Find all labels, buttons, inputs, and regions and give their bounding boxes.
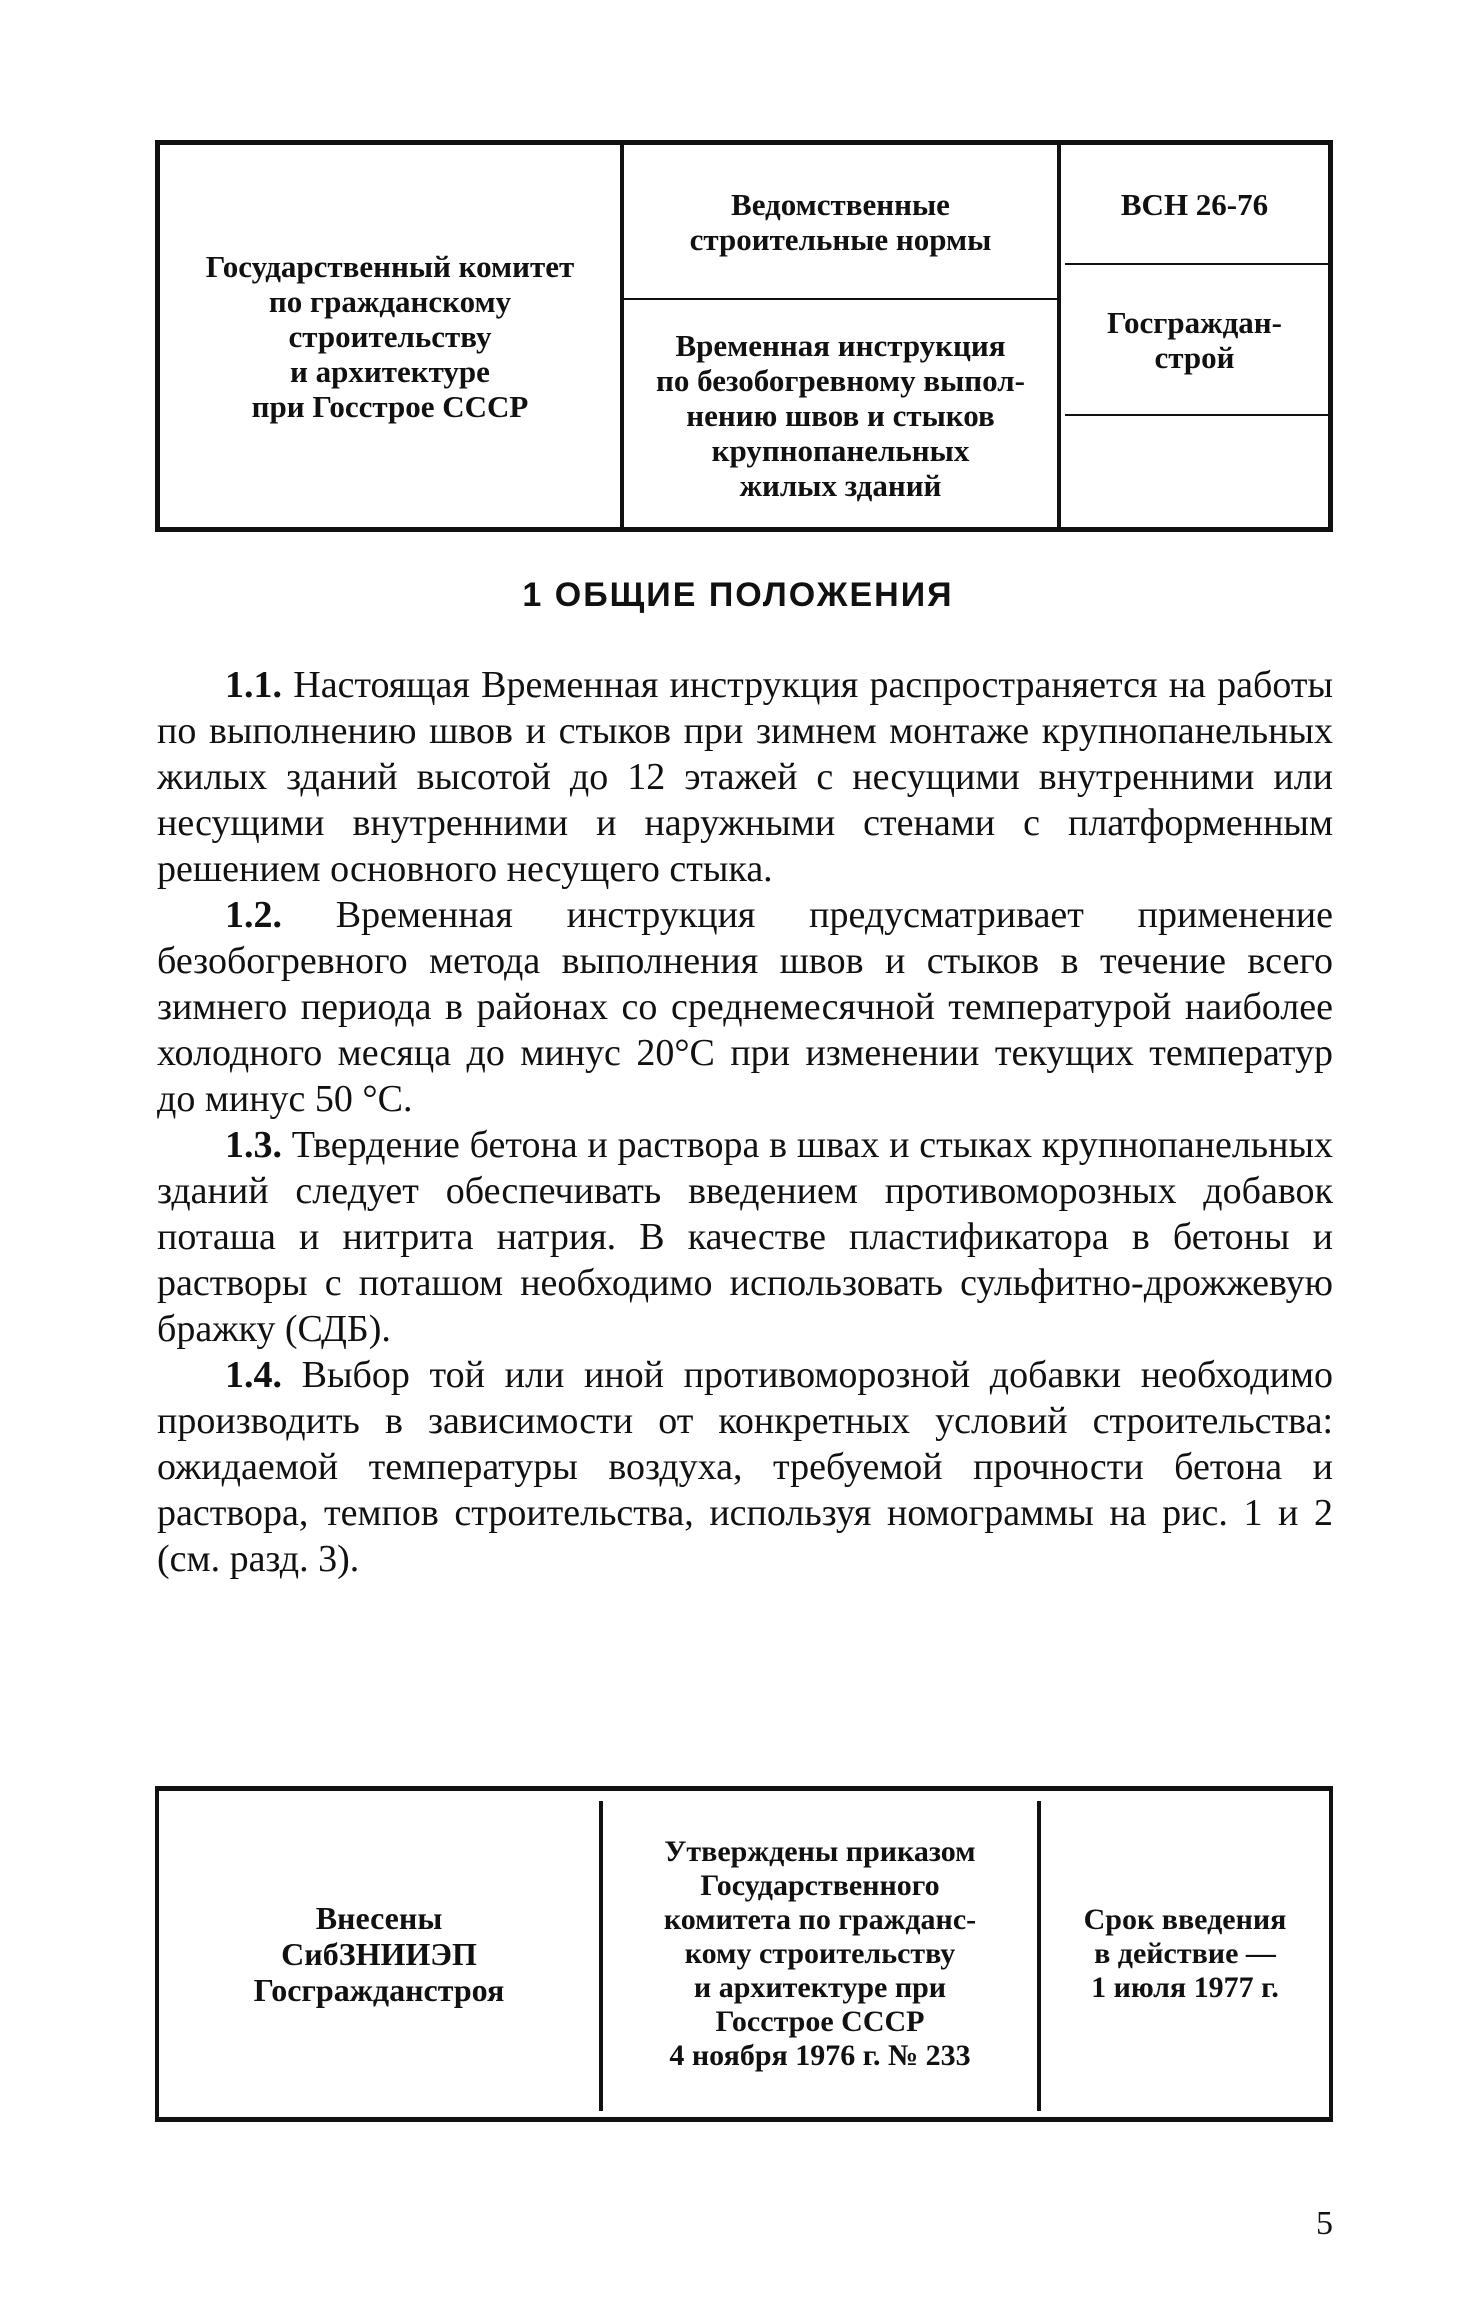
paragraph-text: Временная инструкция предусматривает применение безобогревного метода выполнения швов и стыков в течение всего зимнего периода в районах со среднемесячной температурой наиболее холодного месяца до минус 20°С при изменении текущих температур до минус 50 °С. [157,894,1333,1120]
paragraph-text: Настоящая Временная инструкция распространяется на работы по выполнению швов и стыков при зимнем монтаже крупнопанельных жилых зданий высотой до 12 этажей с несущими внутренними или несущими внутренними и наружными стенами с платформенным решением основного несущего стыка. [157,664,1333,890]
paragraph-number: 1.2. [225,894,282,936]
footer-table [155,1786,1333,2122]
effective-date: Срок введения в действие — 1 июля 1977 г. [1083,1903,1287,2004]
paragraph-1-4 [157,1352,1333,1582]
paragraph-1-1 [157,662,1333,892]
document-title: Временная инструкция по безобогревному выпол- нению швов и стыков крупнопанельных жилых зданий [656,327,1025,503]
paragraph-number: 1.3. [225,1124,282,1166]
header-table [155,140,1333,532]
paragraph-number: 1.1. [225,664,282,706]
page-number: 5 [1316,2205,1333,2242]
committee-name: Государственный комитет по гражданскому строительству и архитектуре при Госстрое СССР [205,248,575,424]
norms-type: Ведомственные строительные нормы [689,186,992,257]
agency-name: Госграждан- строй [1107,304,1282,375]
paragraph-text: Выбор той или иной противоморозной добавки необходимо производить в зависимости от конкретных условий строительства: ожидаемой температуры воздуха, требуемой прочности бетона и раствора, темпов строительства, используя номограммы на рис. 1 и 2 (см. разд. 3). [157,1354,1333,1580]
submitted-by: Внесены СибЗНИИЭП Госгражданстроя [253,1900,505,2008]
paragraph-1-2 [157,892,1333,1122]
document-code: ВСН 26-76 [1120,186,1269,222]
section-title: 1 ОБЩИЕ ПОЛОЖЕНИЯ [522,576,954,614]
approved-by: Утверждены приказом Государственного комитета по гражданс- кому строительству и архитектуре при Госстрое СССР 4 ноября 1976 г. № 233 [663,1835,977,2072]
paragraph-text: Твердение бетона и раствора в швах и стыках крупнопанельных зданий следует обеспечивать введением противоморозных добавок поташа и нитрита натрия. В качестве пластификатора в бетоны и растворы с поташом необходимо использовать сульфитно-дрожжевую бражку (СДБ). [157,1124,1333,1350]
paragraph-number: 1.4. [225,1354,282,1396]
paragraph-1-3 [157,1122,1333,1352]
body-text [157,662,1333,1582]
header-mid-rule [622,298,1059,300]
header-right-rule-2 [1065,414,1328,416]
